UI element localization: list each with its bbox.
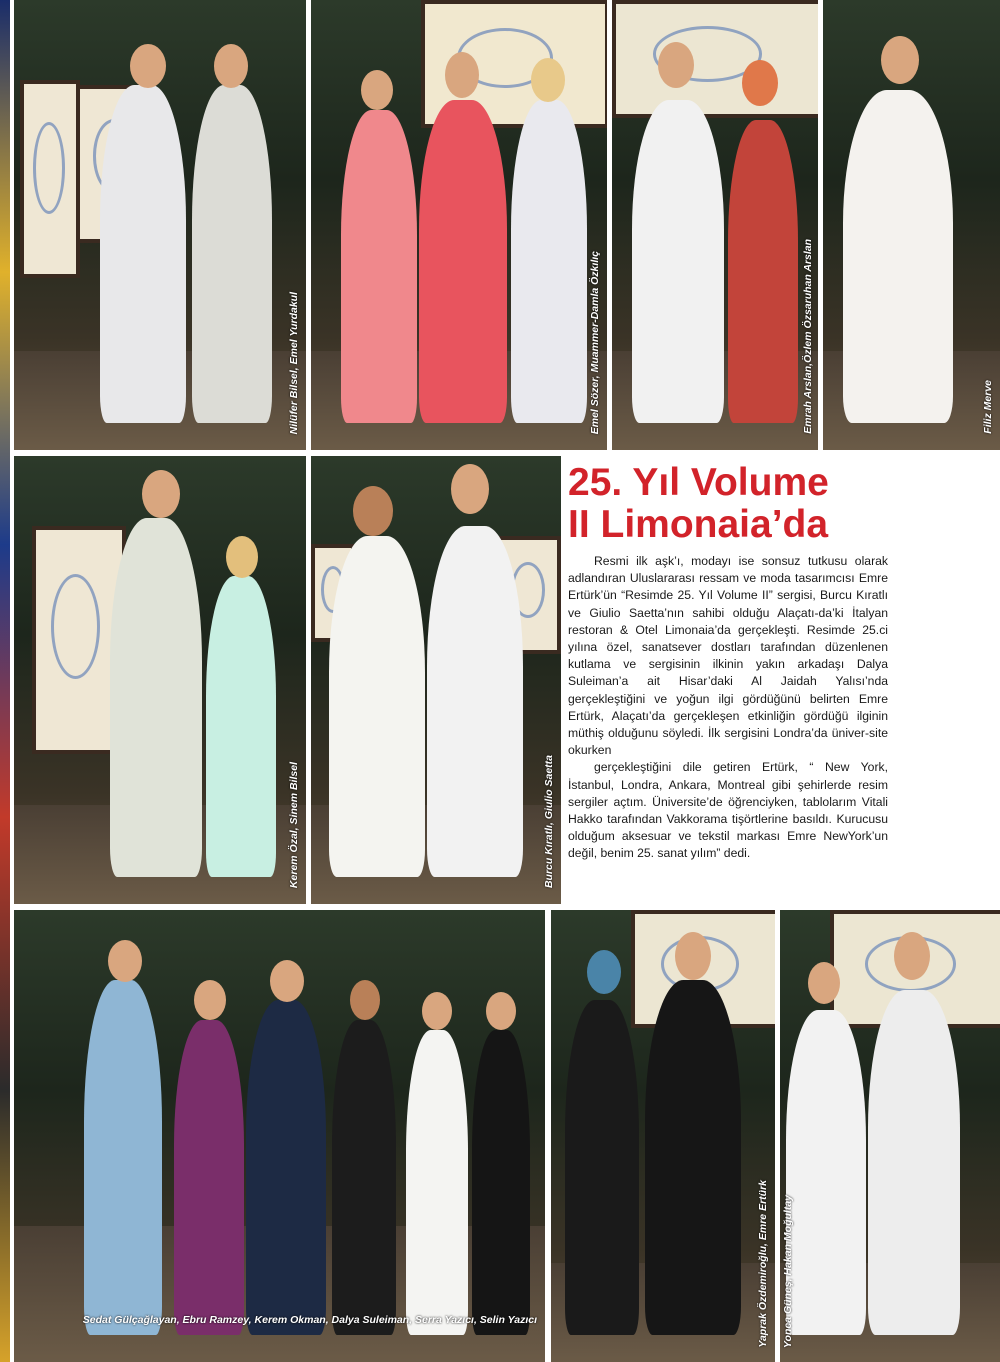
photo-8 xyxy=(551,910,775,1362)
caption-photo-6: Burcu Kıratlı, Giulio Saetta xyxy=(543,754,555,888)
caption-photo-3: Emrah Arslan,Özlem Özsaruhan Arslan xyxy=(802,239,814,434)
article-paragraph-1: Resmi ilk aşk’ı, modayı ise sonsuz tutkusu olarak adlandıran Uluslararası ressam ve moda tasarımcısı Emre Ertürk’ün “Resimde 25. Yıl Volume II” sergisi, Burcu Kıratlı ve Giulio Saetta’nın sahibi olduğu Alaçatı-da’ki İtalyan restoran & Otel Limonaia’da gerçekleşti. Resimde 25.ci yılına özel, sanatsever dostları tarafından düzenlenen kutlama ve sergisinin ilkinin yakın arkadaşı Dalya Suleiman’a ait Hisar’daki Al Jaidah Yalısı’nda gerçekleştiğini ve yoğun ilgi gördüğünü belirten Emre Ertürk, Alaçatı’da gerçekleşen etkinliğin gördüğü ilginin müthiş olduğunu söyledi. İlk sergisini Londra’da üniver-site okurken xyxy=(568,554,888,758)
article-title-line-2: II Limonaia’da xyxy=(568,503,829,546)
photo-7 xyxy=(14,910,545,1362)
photo-2 xyxy=(311,0,607,450)
photo-6 xyxy=(311,456,561,904)
article-title xyxy=(568,462,988,546)
photo-4 xyxy=(823,0,1000,450)
caption-photo-9: Yonca Güneş, Hakan Moğultay xyxy=(782,1194,794,1348)
photo-9 xyxy=(780,910,1000,1362)
caption-photo-4: Filiz Merve xyxy=(982,380,994,434)
photo-1 xyxy=(14,0,306,450)
caption-photo-5: Kerem Özal, Sinem Bilsel xyxy=(288,761,300,888)
article-title-line-1: 25. Yıl Volume xyxy=(568,461,829,504)
caption-photo-1: Nilüfer Bilsel, Emel Yurdakul xyxy=(288,291,300,434)
edge-photo-left xyxy=(0,0,10,1362)
caption-photo-7: Sedat Gülçağlayan, Ebru Ramzey, Kerem Okman, Dalya Suleiman, Serra Yazıcı, Selin Yazıcı xyxy=(82,1314,537,1326)
photo-3 xyxy=(612,0,818,450)
photo-5 xyxy=(14,456,306,904)
article-body xyxy=(568,553,888,863)
caption-photo-2: Emel Sözer, Muammer-Damla Özkılıç xyxy=(589,250,601,434)
article-paragraph-2: gerçekleştiğini dile getiren Ertürk, “ New York, İstanbul, Londra, Ankara, Montreal gibi şehirlerde resim sergiler açtım. Üniversite’de öğrenciyken, tablolarım Vitali Hakko tarafından Vakkorama tişörtlerine basıldı. Kurucusu olduğum aksesuar ve tekstil markası Emre NewYork’un değil, benim 25. sanat yılım” dedi. xyxy=(568,760,888,861)
caption-photo-8: Yaprak Özdemiroğlu, Emre Ertürk xyxy=(757,1180,769,1348)
